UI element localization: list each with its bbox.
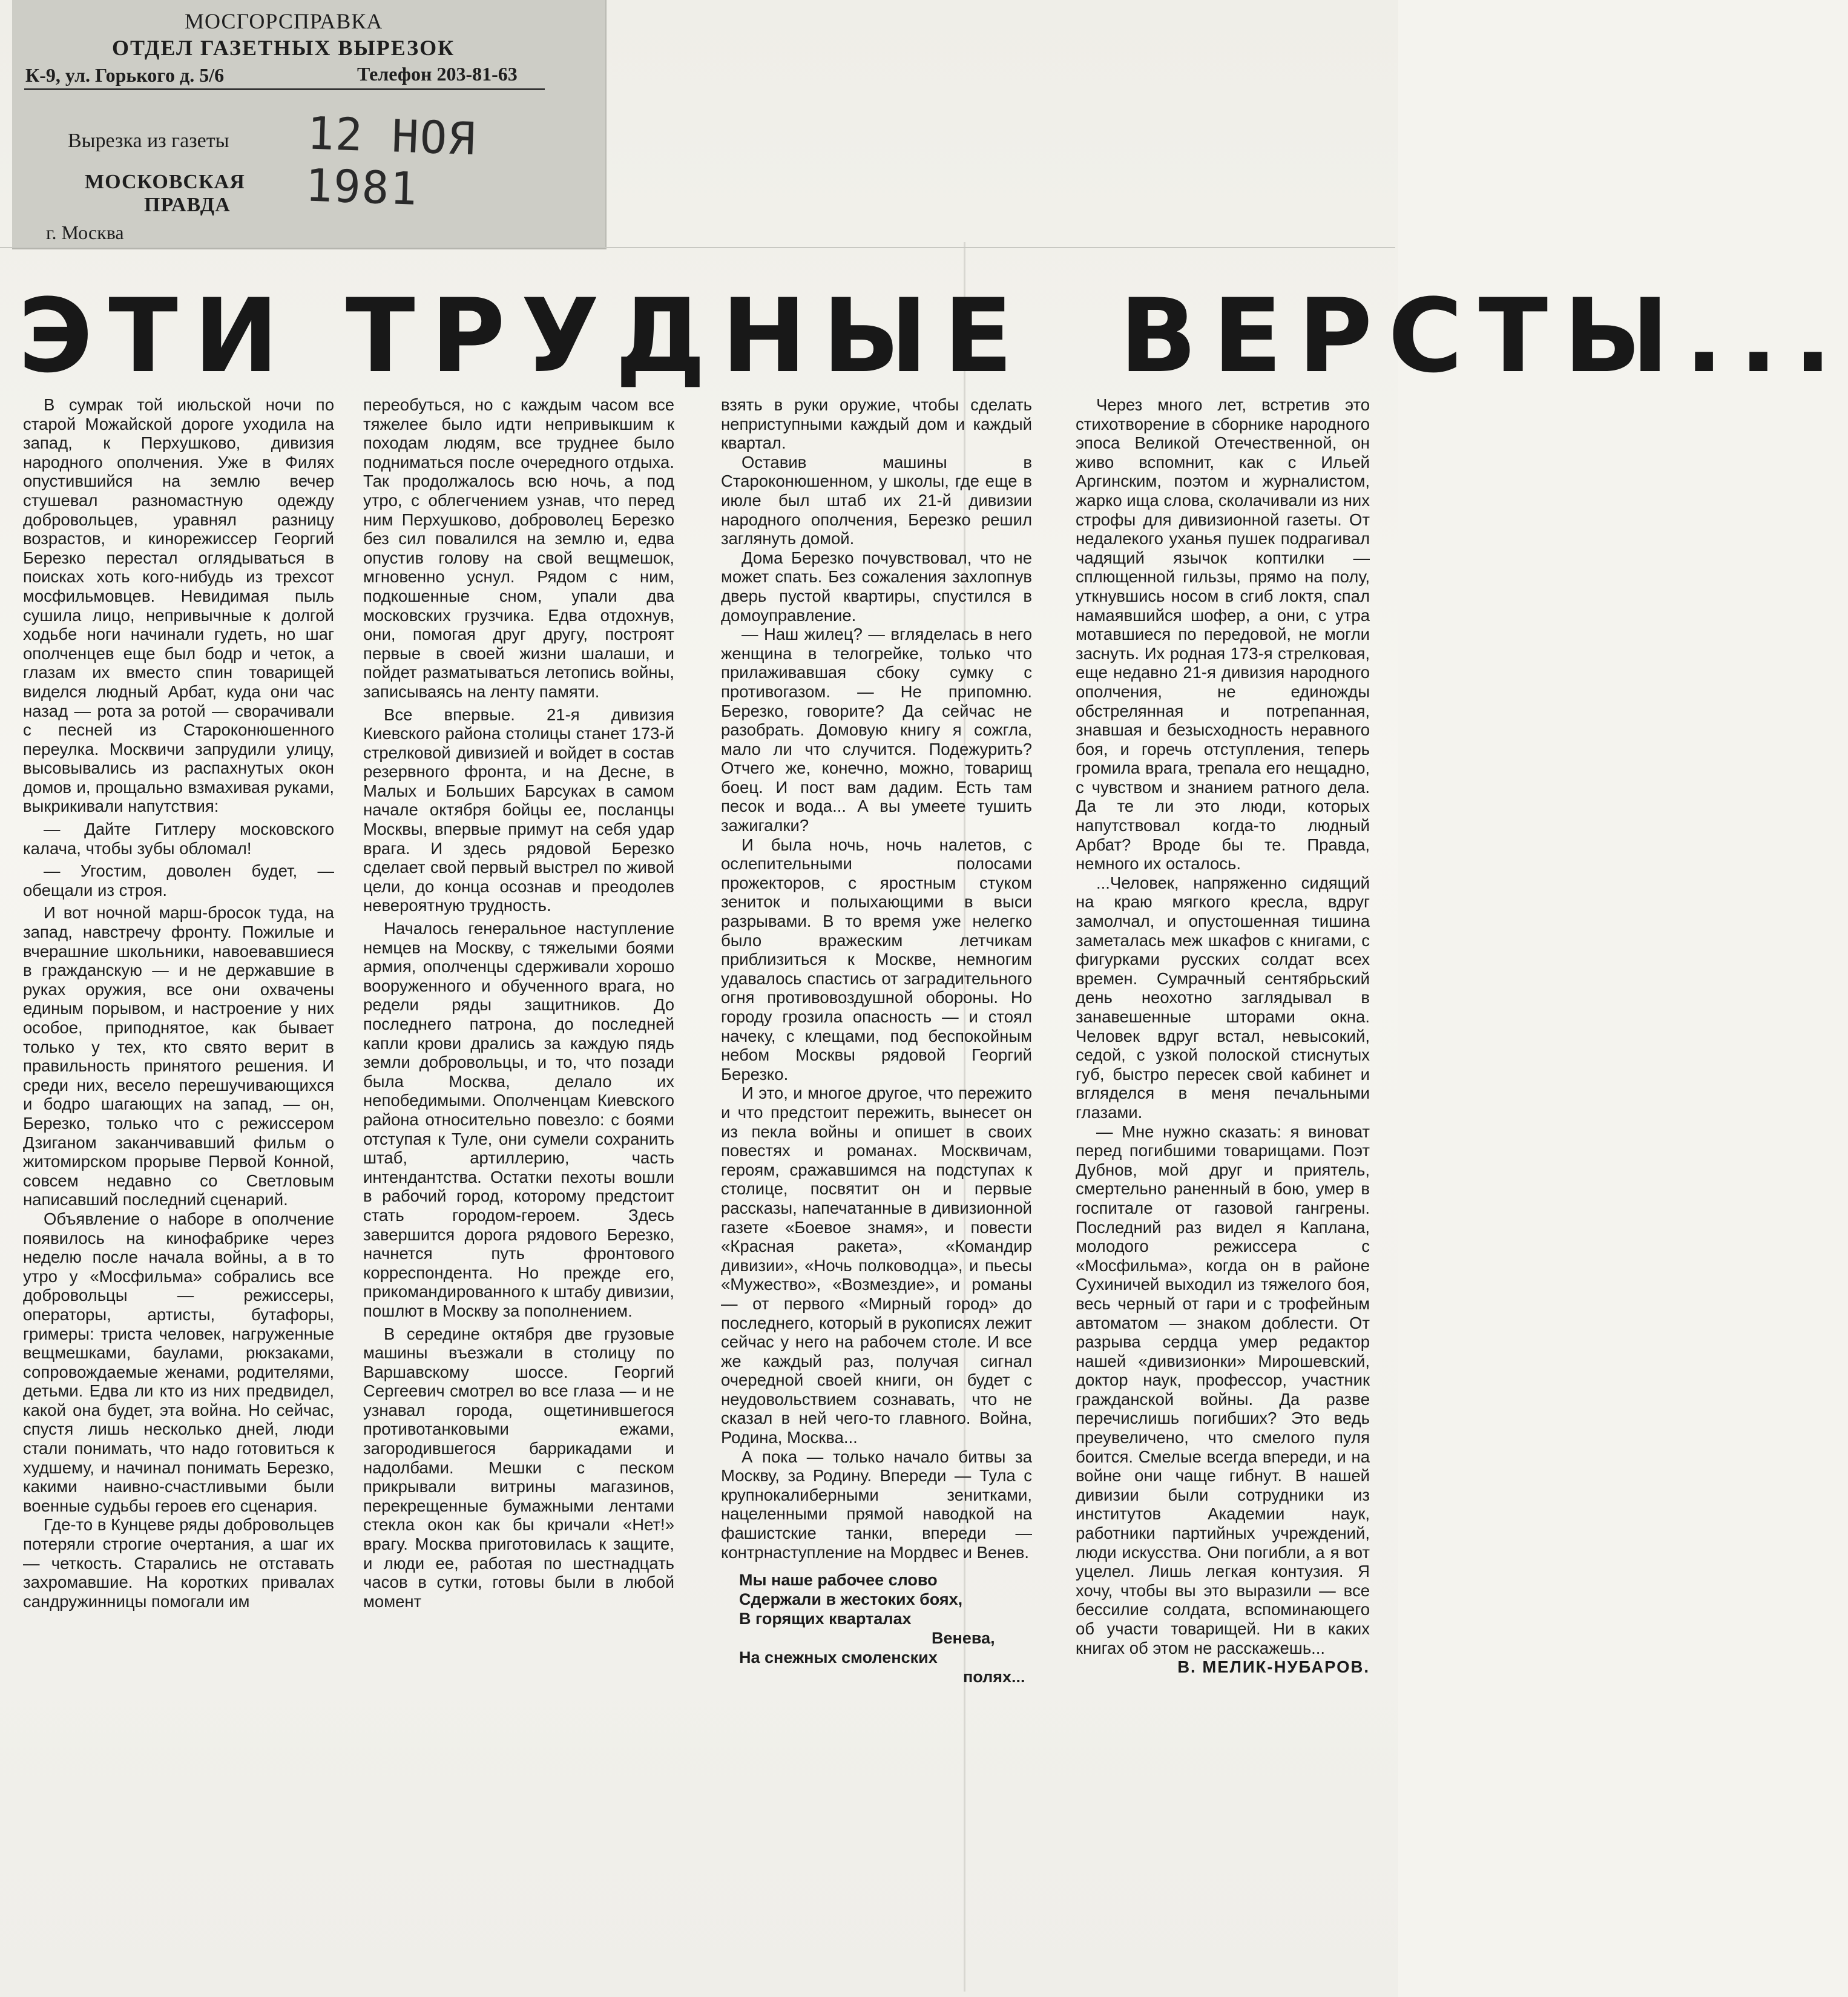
column-3 xyxy=(721,395,1032,1987)
poem-line: Мы наше рабочее слово xyxy=(739,1571,938,1590)
paragraph: Оставив машины в Староконюшенном, у школы, где еще в июле был штаб их 21-й дивизии народного ополчения, Березко решил заглянуть домой. xyxy=(721,452,1032,548)
paragraph: В середине октября две грузовые машины въезжали в столицу по Варшавскому шоссе. Георгий Сергеевич смотрел во все глаза — и не узнавал города, ощетинившегося противотанковыми ежами, загородившегося баррикадами и надолбами. Мешки с песком прикрывали витрины магазинов, перекрещенные бумажными лентами стекла окон как бы кричали «Нет!» врагу. Москва приготовилась к защите, и люди ее, работая по шестнадцать часов в сутки, готовы были в любой момент xyxy=(363,1324,674,1611)
paragraph: — Наш жилец? — вгляделась в него женщина в телогрейке, только что прилаживавшая сбоку сумку с противогазом. — Не припомню. Березко, говорите? Да сейчас не разобрать. Домовую книгу я сожгла, мало ли что случится. Подежурить? Отчего же, конечно, можно, товарищ боец. И пост вам дадим. Есть там песок и вода... А вы умеете тушить зажигалки? xyxy=(721,625,1032,835)
paragraph: И была ночь, ночь налетов, с ослепительными полосами прожекторов, с яростным стуком зениток и полыхающими в выси разрывами. В то время уже нелегко было вражеским летчикам приблизиться к Москве, немногим удавалось спастись от заградительного огня противовоздушной обороны. Но городу грозила опасность — и стоял начеку, с клещами, под беспокойным небом Москвы рядовой Георгий Березко. xyxy=(721,835,1032,1084)
paragraph: И это, и многое другое, что пережито и что предстоит пережить, вынесет он из пекла войны и опишет в своих повестях и романах. Москвичам, героям, сражавшимся на подступах к столице, посвятит он и первые рассказы, напечатанные в дивизионной газете «Боевое знамя», и повести «Красная ракета», «Командир дивизии», «Ночь полководца», и пьесы «Мужество», «Возмездие», и романы — от первого «Мирный город» до последнего, который в рукописях лежит сейчас у него на рабочем столе. И все же каждый раз, получая сигнал очередной своей книги, он будет с неудовольствием сознавать, что не сказал в ней чего-то главного. Война, Родина, Москва... xyxy=(721,1084,1032,1447)
label-clipping-from: Вырезка из газеты xyxy=(68,130,229,152)
paragraph: А пока — только начало битвы за Москву, за Родину. Впереди — Тула с крупнокалиберными зенитками, нацеленными прямой наводкой на фашистские танки, впереди — контрнаступление на Мордвес и Венев. xyxy=(721,1447,1032,1562)
label-paper-name-1: МОСКОВСКАЯ xyxy=(85,171,245,193)
paragraph: Началось генеральное наступление немцев на Москву, с тяжелыми боями армия, ополченцы сдерживали хорошо вооруженного и обученного врага, но редели ряды защитников. До последнего патрона, до последней капли крови дрались за каждую пядь земли добровольцы, и то, что позади была Москва, делало их непобедимыми. Ополченцам Киевского района относительно повезло: с боями отступая к Туле, они сумели сохранить штаб, артиллерию, часть интендантства. Остатки пехоты вошли в рабочий город, которому предстоит стать городом-героем. Здесь завершится дорога рядового Березко, начнется путь фронтового корреспондента. Но прежде его, прикомандированного к штабу дивизии, пошлют в Москву за пополнением. xyxy=(363,919,674,1320)
paragraph: И вот ночной марш-бросок туда, на запад, навстречу фронту. Пожилые и вчерашние школьники, навоевавшиеся в гражданскую — и не державшие в руках оружия, все они охвачены единым порывом, и настроение у них особое, приподнятое, как бывает только у тех, кто свято верит в правильность принятого решения. И среди них, весело перешучивающихся и бодро шагающих на запад, — он, Березко, только что с режиссером Дзиганом заканчивавший фильм о житомирском прорыве Первой Конной, совсем недавно со Светловым написавший последний сценарий. xyxy=(23,903,334,1209)
label-phone: Телефон 203-81-63 xyxy=(357,63,518,85)
column-2 xyxy=(363,395,674,1987)
poem-line: Сдержали в жестоких боях, xyxy=(739,1590,963,1609)
paragraph: переобуться, но с каждым часом все тяжелее было идти непривыкшим к походам людям, все труднее было подниматься после очередного отдыха. Так продолжалось всю ночь, а под утро, с облегчением узнав, что перед ним Перхушково, доброволец Березко без сил повалился на землю и, едва опустив голову на свой вещмешок, мгновенно уснул. Рядом с ним, подкошенные сном, упали два московских грузчика. Едва отдохнув, они, помогая друг другу, построят первые в своей жизни шалаши, и пойдет разматываться летопись войны, записываясь на ленту памяти. xyxy=(363,395,674,701)
paragraph: Дома Березко почувствовал, что не может спать. Без сожаления захлопнув дверь пустой квартиры, спустился в домоуправление. xyxy=(721,548,1032,625)
paragraph: взять в руки оружие, чтобы сделать неприступными каждый дом и каждый квартал. xyxy=(721,395,1032,453)
date-stamp: 12 НОЯ 1981 xyxy=(304,107,478,215)
column-4 xyxy=(1076,395,1370,1987)
poem-line: В горящих кварталах xyxy=(739,1610,912,1628)
author-signature: В. МЕЛИК-НУБАРОВ. xyxy=(1177,1657,1370,1677)
paragraph: Где-то в Кунцеве ряды добровольцев потеряли строгие очертания, а шаг их — четкость. Старались не отставать захромавшие. На коротких привалах сандружинницы помогали им xyxy=(23,1515,334,1611)
headline xyxy=(18,277,1848,395)
headline-part-1: ЭТИ ТРУДНЫЕ xyxy=(18,277,1029,395)
poem-quote xyxy=(739,1570,1032,1686)
label-city: г. Москва xyxy=(46,222,124,243)
label-paper-name-2: ПРАВДА xyxy=(144,194,231,216)
poem-line: На снежных смоленских xyxy=(739,1648,938,1667)
paragraph: Через много лет, встретив это стихотворение в сборнике народного эпоса Великой Отечественной, он живо вспомнит, как с Ильей Аргинским, поэтом и журналистом, жарко ища слова, сколачивали из них строфы для дивизионной газеты. От недалекого уханья пушек подрагивал чадящий язычок коптилки — сплющенной гильзы, прямо на полу, уткнувшись носом в сгиб локтя, спал намаявшийся шофер, а они, с утра мотавшиеся по передовой, не могли заснуть. Их родная 173-я стрелковая, еще недавно 21-я дивизия народного ополчения, не единожды обстрелянная и потрепанная, знавшая и безысходность неравного боя, и горечь отступления, теперь громила врага, трепала его нещадно, с чувством и знанием ратного дела. Да те ли это люди, которых напутствовал когда-то людный Арбат? Вроде бы те. Правда, немного их осталось. xyxy=(1076,395,1370,873)
paragraph: ...Человек, напряженно сидящий на краю мягкого кресла, вдруг замолчал, и опустошенная тишина заметалась меж шкафов с книгами, с фигурками русских солдат всех времен. Сумрачный сентябрьский день неохотно заглядывал в занавешенные шторами окна. Человек вдруг встал, невысокий, седой, с узкой полоской стиснутых губ, быстро пересек свой кабинет и вгляделся в меня печальными глазами. xyxy=(1076,873,1370,1122)
poem-line: Венева, xyxy=(932,1629,995,1648)
label-dept: ОТДЕЛ ГАЗЕТНЫХ ВЫРЕЗОК xyxy=(112,36,455,60)
label-address: К-9, ул. Горького д. 5/6 xyxy=(25,64,225,86)
paragraph: Объявление о наборе в ополчение появилось на кинофабрике через неделю после начала войны, а в то утро у «Мосфильма» собрались все добровольцы — режиссеры, операторы, артисты, бутафоры, гримеры: триста человек, нагруженные вещмешками, баулами, рюкзаками, сопровождаемые женами, родителями, детьми. Едва ли кто из них предвидел, какой она будет, эта война. Но сейчас, спустя лишь несколько дней, люди стали понимать, что надо готовиться к худшему, и начинал понимать Березко, какими наивно-счастливыми были военные судьбы героев его сценария. xyxy=(23,1209,334,1515)
headline-part-2: ВЕРСТЫ... xyxy=(1119,277,1848,395)
poem-line: полях... xyxy=(963,1668,1025,1686)
article xyxy=(0,247,1848,1992)
column-1 xyxy=(23,395,334,1987)
paragraph: В сумрак той июльской ночи по старой Можайской дороге уходила на запад, к Перхушково, дивизия народного ополчения. Уже в Филях опустившийся на землю вечер стушевал разномастную одежду добровольцев, уравнял разницу возрастов, и кинорежиссер Георгий Березко перестал оглядываться в поисках хоть кого-нибудь из трехсот мосфильмовцев. Невидимая пыль сушила лицо, непривычные к долгой ходьбе ноги начинали гудеть, но шаг ополченцев еще был бодр и четок, а глазам их вместо спин товарищей виделся людный Арбат, куда они час назад — рота за ротой — сворачивали с песней из Староконюшенного переулка. Москвичи запрудили улицу, высовывались из распахнутых окон домов и, прощально взмахивая руками, выкрикивали напутствия: xyxy=(23,395,334,816)
label-org: МОСГОРСПРАВКА xyxy=(185,9,383,33)
paragraph: — Угостим, доволен будет, — обещали из строя. xyxy=(23,861,334,900)
paragraph: — Дайте Гитлеру московского калача, чтобы зубы обломал! xyxy=(23,820,334,858)
clipping-label xyxy=(12,0,607,249)
label-rule xyxy=(24,88,545,90)
article-columns xyxy=(23,395,1370,1981)
paragraph: — Мне нужно сказать: я виноват перед погибшими товарищами. Поэт Дубнов, мой друг и приятель, смертельно раненный в бою, умер в госпитале от газовой гангрены. Последний раз видел я Каплана, молодого режиссера с «Мосфильма», когда он в районе Сухиничей выходил из тяжелого боя, весь черный от гари и с трофейным автоматом — знаком доблести. От разрыва сердца умер редактор нашей «дивизионки» Мирошевский, доктор наук, профессор, участник гражданской войны. Да разве перечислишь погибших? Это ведь преувеличено, что смелого пуля боится. Смелые всегда впереди, и на войне они чаще гибнут. В нашей дивизии были сотрудники из институтов Академии наук, работники партийных учреждений, люди искусства. Они погибли, а я вот уцелел. Лишь легкая контузия. Я хочу, чтобы вы это выразили — все бессилие солдата, вспоминающего об участи товарищей. Ни в каких книгах об этом не расскажешь... xyxy=(1076,1122,1370,1657)
paragraph: Все впервые. 21-я дивизия Киевского района столицы станет 173-й стрелковой дивизией и войдет в состав резервного фронта, и на Десне, в Малых и Больших Барсуках в самом начале октября бойцы ее, посланцы Москвы, впервые примут на себя удар врага. И здесь рядовой Березко сделает свой первый выстрел по живой цели, до конца осознав и преодолев невероятную трудность. xyxy=(363,705,674,915)
